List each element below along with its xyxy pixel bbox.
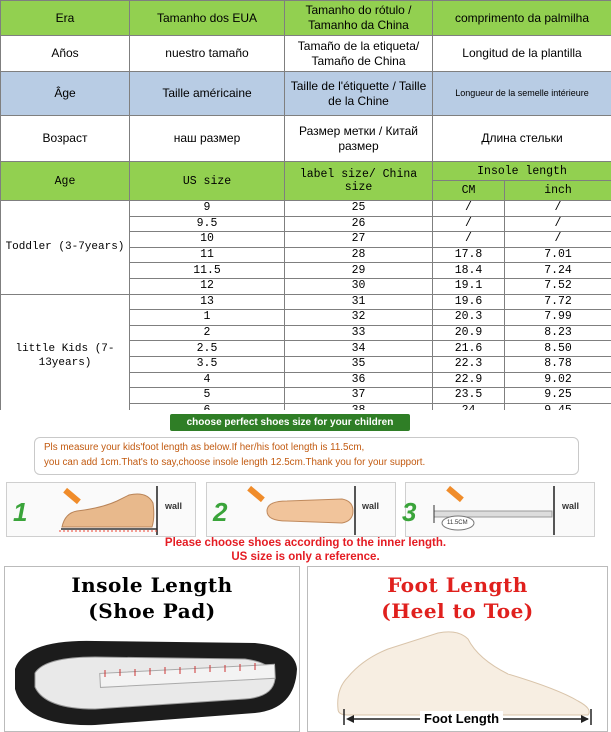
label-size-cell: 26 xyxy=(285,216,433,232)
header-age: Age xyxy=(1,162,130,201)
us-size-cell: 9.5 xyxy=(130,216,285,232)
header-insole-length: Insole length xyxy=(433,162,611,181)
lang-cell: comprimento da palmilha xyxy=(433,1,611,36)
label-size-cell: 25 xyxy=(285,201,433,217)
lang-cell: Длина стельки xyxy=(433,116,611,162)
foot-length-panel xyxy=(307,566,608,732)
step-number: 1 xyxy=(13,497,28,527)
lang-cell: Возраст xyxy=(1,116,130,162)
insole-inch-cell: 7.24 xyxy=(505,263,611,279)
warning-us-size: US size is only a reference. xyxy=(231,551,380,563)
lang-cell: Tamaño de la etiqueta/ Tamaño de China xyxy=(285,36,433,72)
label-size-cell: 30 xyxy=(285,278,433,294)
lang-cell: Tamanho dos EUA xyxy=(130,1,285,36)
lang-cell: Longueur de la semelle intérieure xyxy=(433,72,611,116)
label-size-cell: 33 xyxy=(285,325,433,341)
lang-cell: Años xyxy=(1,36,130,72)
measurement-panels xyxy=(0,566,611,732)
lang-row-russian xyxy=(1,116,611,162)
header-row-1 xyxy=(1,162,611,181)
insole-inch-cell: 8.78 xyxy=(505,356,611,372)
lang-cell: Taille de l'étiquette / Taille de la Chine xyxy=(285,72,433,116)
insole-inch-cell: / xyxy=(505,232,611,248)
step-2-panel xyxy=(206,482,396,537)
us-size-cell: 3.5 xyxy=(130,356,285,372)
insole-inch-cell: 7.52 xyxy=(505,278,611,294)
lang-row-spanish xyxy=(1,36,611,72)
insole-inch-cell: 7.72 xyxy=(505,294,611,310)
insole-cm-cell: / xyxy=(433,201,505,217)
lang-cell: Tamanho do rótulo / Tamanho da China xyxy=(285,1,433,36)
us-size-cell: 10 xyxy=(130,232,285,248)
guide-line-2: you can add 1cm.That's to say,choose insole length 12.5cm.Thank you for your support. xyxy=(44,457,426,468)
step-1-panel xyxy=(6,482,196,537)
age-group-cell: little Kids (7-13years) xyxy=(1,294,130,419)
insole-cm-cell: 23.5 xyxy=(433,388,505,404)
insole-inch-cell: 7.01 xyxy=(505,247,611,263)
insole-cm-cell: 22.9 xyxy=(433,372,505,388)
wall-label: wall xyxy=(362,501,380,511)
warning-inner-length: Please choose shoes according to the inner length. xyxy=(164,537,447,549)
insole-cm-cell: 21.6 xyxy=(433,341,505,357)
guide-title: choose perfect shoes size for your children xyxy=(170,414,410,431)
insole-length-panel xyxy=(4,566,300,732)
lang-cell: наш размер xyxy=(130,116,285,162)
age-group-cell: Toddler (3-7years) xyxy=(1,201,130,295)
us-size-cell: 1 xyxy=(130,310,285,326)
insole-inch-cell: 9.25 xyxy=(505,388,611,404)
header-cm: CM xyxy=(433,181,505,201)
label-size-cell: 28 xyxy=(285,247,433,263)
us-size-cell: 13 xyxy=(130,294,285,310)
insole-cm-cell: 17.8 xyxy=(433,247,505,263)
lang-row-french xyxy=(1,72,611,116)
label-size-cell: 34 xyxy=(285,341,433,357)
us-size-cell: 11.5 xyxy=(130,263,285,279)
insole-cm-cell: 19.1 xyxy=(433,278,505,294)
label-size-cell: 29 xyxy=(285,263,433,279)
insole-title: Insole Length xyxy=(71,573,233,597)
us-size-cell: 11 xyxy=(130,247,285,263)
label-size-cell: 35 xyxy=(285,356,433,372)
insole-cm-cell: 19.6 xyxy=(433,294,505,310)
ruler-reading: 11.5CM xyxy=(447,520,468,526)
insole-cm-cell: 20.9 xyxy=(433,325,505,341)
insole-cm-cell: 22.3 xyxy=(433,356,505,372)
us-size-cell: 12 xyxy=(130,278,285,294)
table-row xyxy=(1,201,611,217)
label-size-cell: 32 xyxy=(285,310,433,326)
foot-title: Foot Length xyxy=(387,573,528,597)
lang-row-portuguese xyxy=(1,1,611,36)
wall-label: wall xyxy=(562,501,580,511)
header-label-size: label size/ China size xyxy=(285,162,433,201)
insole-illustration xyxy=(5,629,301,732)
insole-cm-cell: / xyxy=(433,216,505,232)
insole-cm-cell: 18.4 xyxy=(433,263,505,279)
label-size-cell: 31 xyxy=(285,294,433,310)
lang-cell: Era xyxy=(1,1,130,36)
lang-cell: Âge xyxy=(1,72,130,116)
us-size-cell: 4 xyxy=(130,372,285,388)
lang-cell: Longitud de la plantilla xyxy=(433,36,611,72)
us-size-cell: 9 xyxy=(130,201,285,217)
us-size-cell: 2.5 xyxy=(130,341,285,357)
insole-subtitle: (Shoe Pad) xyxy=(88,599,216,623)
insole-inch-cell: 8.50 xyxy=(505,341,611,357)
insole-cm-cell: 20.3 xyxy=(433,310,505,326)
insole-inch-cell: / xyxy=(505,216,611,232)
label-size-cell: 36 xyxy=(285,372,433,388)
table-row xyxy=(1,294,611,310)
insole-inch-cell: / xyxy=(505,201,611,217)
measure-guide xyxy=(0,410,611,566)
insole-inch-cell: 9.02 xyxy=(505,372,611,388)
lang-cell: Размер метки / Китай размер xyxy=(285,116,433,162)
insole-inch-cell: 8.23 xyxy=(505,325,611,341)
header-us-size: US size xyxy=(130,162,285,201)
step-number: 2 xyxy=(213,497,228,527)
lang-cell: nuestro tamaño xyxy=(130,36,285,72)
us-size-cell: 5 xyxy=(130,388,285,404)
lang-cell: Taille américaine xyxy=(130,72,285,116)
step-number: 3 xyxy=(402,497,417,527)
wall-label: wall xyxy=(165,501,183,511)
us-size-cell: 2 xyxy=(130,325,285,341)
size-table-body xyxy=(1,201,611,419)
header-inch: inch xyxy=(505,181,611,201)
label-size-cell: 37 xyxy=(285,388,433,404)
step-3-panel xyxy=(402,482,595,537)
insole-inch-cell: 7.99 xyxy=(505,310,611,326)
foot-subtitle: (Heel to Toe) xyxy=(381,599,534,623)
label-size-cell: 27 xyxy=(285,232,433,248)
guide-line-1: Pls measure your kids'foot length as below.If her/his foot length is 11.5cm, xyxy=(44,442,365,453)
foot-length-label: Foot Length xyxy=(420,711,503,726)
insole-cm-cell: / xyxy=(433,232,505,248)
